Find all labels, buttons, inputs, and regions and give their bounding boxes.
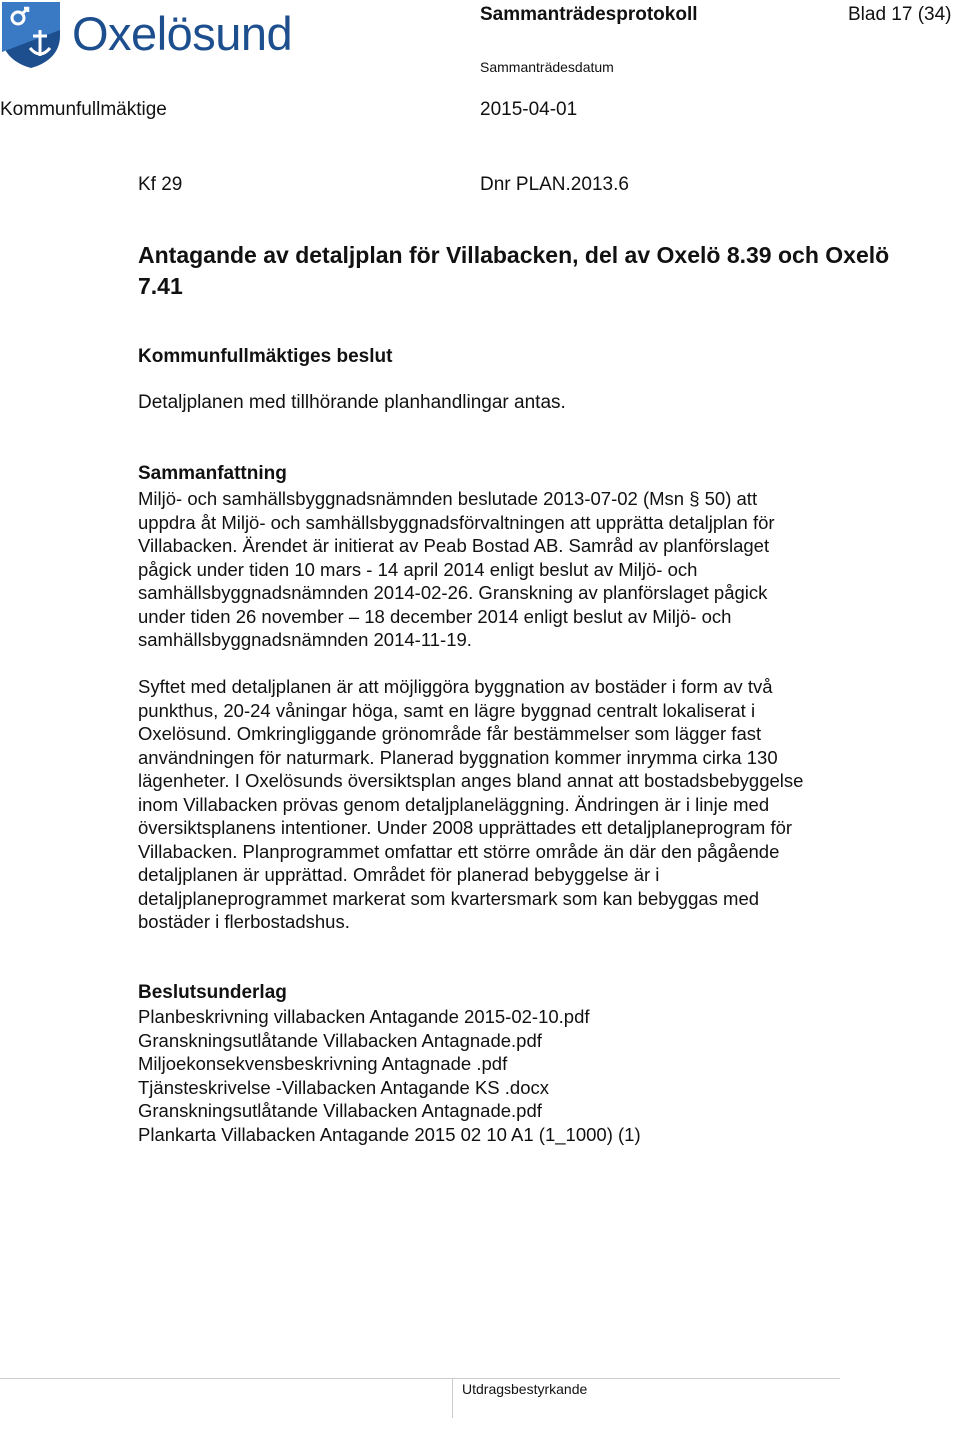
footer-divider-line xyxy=(0,1378,840,1379)
page-title: Antagande av detaljplan för Villabacken, del av Oxelö 8.39 och Oxelö 7.41 xyxy=(138,242,890,299)
meeting-date-label: Sammanträdesdatum xyxy=(480,59,614,75)
case-number: Dnr PLAN.2013.6 xyxy=(480,174,629,195)
list-item: Plankarta Villabacken Antagande 2015 02 10 A1 (1_1000) (1) xyxy=(138,1123,641,1145)
decision-heading: Kommunfullmäktiges beslut xyxy=(138,346,393,367)
meeting-date: 2015-04-01 xyxy=(480,99,578,120)
footer-vertical-divider xyxy=(452,1378,453,1418)
decision-text: Detaljplanen med tillhörande planhandlingar antas. xyxy=(138,392,566,413)
page-number: Blad 17 (34) xyxy=(848,4,952,25)
list-item: Tjänsteskrivelse -Villabacken Antagande KS .docx xyxy=(138,1076,550,1098)
list-item: Granskningsutlåtande Villabacken Antagnade.pdf xyxy=(138,1100,542,1121)
summary-heading: Sammanfattning xyxy=(138,463,287,484)
document-type: Sammanträdesprotokoll xyxy=(480,4,698,25)
footer-certification-label: Utdragsbestyrkande xyxy=(462,1381,588,1397)
list-item: Granskningsutlåtande Villabacken Antagnade.pdf xyxy=(138,1029,542,1051)
purpose-text: Syftet med detaljplanen är att möjliggöra byggnation av bostäder i form av två punkthus, 20-24 våningar höga, samt en lägre byggnad centralt lokaliserat i Oxelösund. Omkringliggande grönområde får bestämmelser som lägger fast användningen för naturmark. Planerad byggnation kommer inrymma cirka 130 lägenheter. I Oxelösunds översiktsplan anges bland annat att bostadsbebyggelse inom Villabacken prövas genom detaljplaneläggning. Ändringen är i linje med översiktsplanens intentioner. Under 2008 upprättades ett detaljplaneprogram för Villabacken. Planprogrammet omfattar ett större område än där den pågående detaljplanen är upprättad. Området för planerad bebyggelse är i detaljplaneprogrammet markerat som kvartersmark som kan bebyggas med bostäder i flerbostadshus. xyxy=(138,676,804,932)
summary-text: Miljö- och samhällsbyggnadsnämnden beslutade 2013-07-02 (Msn § 50) att uppdra åt Miljö- och samhällsbyggnadsförvaltningen att upprätta detaljplan för Villabacken. Ärendet är initierat av Peab Bostad AB. Samråd av planförslaget pågick under tiden 10 mars - 14 april 2014 enligt beslut av Miljö- och samhällsbyggnadsnämnden 2014-02-26. Granskning av planförslaget pågick under tiden 26 november – 18 december 2014 enligt beslut av Miljö- och samhällsbyggnadsnämnden 2014-11-19. xyxy=(138,488,775,650)
list-item: Planbeskrivning villabacken Antagande 2015-02-10.pdf xyxy=(138,1006,590,1027)
list-item: Miljoekonsekvensbeskrivning Antagnade .pdf xyxy=(138,1053,508,1074)
paragraph-number: Kf 29 xyxy=(138,174,183,195)
logo-wordmark: Oxelösund xyxy=(72,7,293,60)
municipality-logo xyxy=(0,0,330,70)
basis-list xyxy=(138,1005,641,1146)
basis-heading: Beslutsunderlag xyxy=(138,982,287,1003)
governing-body: Kommunfullmäktige xyxy=(0,99,167,120)
coat-of-arms-icon xyxy=(0,0,64,70)
